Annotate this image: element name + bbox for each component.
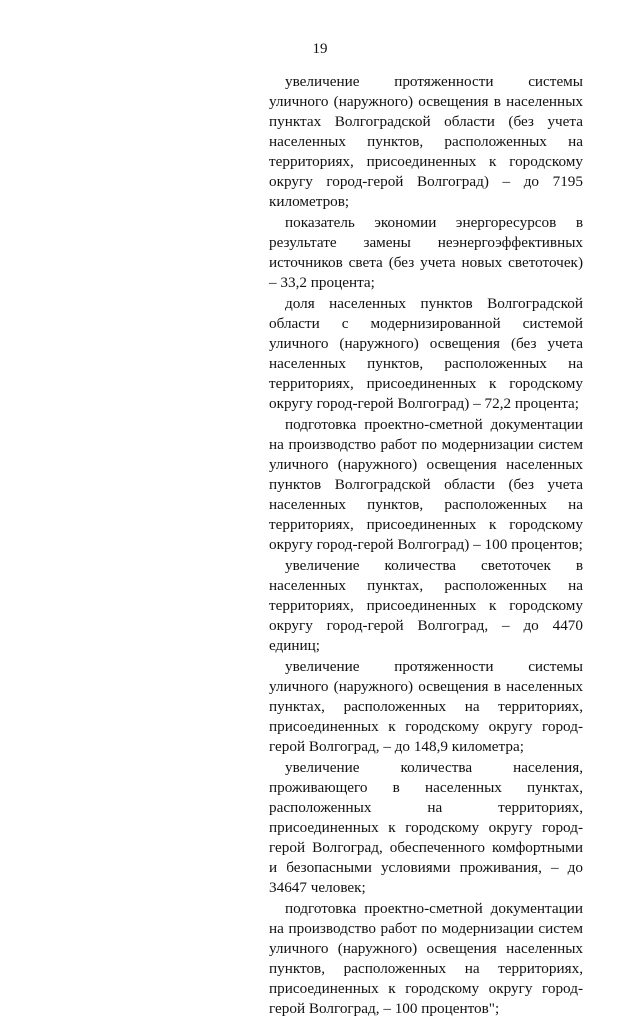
- paragraph-light-points-increase: увеличение количества светоточек в населенных пунктах, расположенных на территориях, присоединенных к городскому округу город-герой Волгоград, – до 4470 единиц;: [269, 557, 583, 654]
- paragraph-street-lighting-length-volgograd: увеличение протяженности системы уличного (наружного) освещения в населенных пунктах, расположенных на территориях, присоединенных к городскому округу город-герой Волгоград, – до 148,9 километра;: [269, 658, 583, 755]
- paragraph-street-lighting-length-region: увеличение протяженности системы уличного (наружного) освещения в населенных пунктах Волгоградской области (без учета населенных пунктов, расположенных на территориях, присоединенных к городскому округу город-герой Волгоград) – до 7195 километров;: [269, 73, 583, 210]
- paragraph-modernized-settlements-share: доля населенных пунктов Волгоградской области с модернизированной системой уличного (наружного) освещения (без учета населенных пунктов, расположенных на территориях, присоединенных к городскому округу город-герой Волгоград) – 72,2 процента;: [269, 295, 583, 412]
- paragraph-population-comfortable-conditions: увеличение количества населения, проживающего в населенных пунктах, расположенных на территориях, присоединенных к городскому округу город-герой Волгоград, обеспеченного комфортными и безопасными условиями проживания, – до 34647 человек;: [269, 759, 583, 896]
- paragraph-energy-savings: показатель экономии энергоресурсов в результате замены неэнергоэффективных источников света (без учета новых светоточек) – 33,2 процента;: [269, 214, 583, 291]
- document-body: [269, 72, 583, 1019]
- paragraph-design-documentation-region: подготовка проектно-сметной документации на производство работ по модернизации систем уличного (наружного) освещения населенных пунктов Волгоградской области (без учета населенных пунктов, расположенных на территориях, присоединенных к городскому округу город-герой Волгоград) – 100 процентов;: [269, 416, 583, 553]
- page-number: 19: [312, 41, 328, 57]
- paragraph-design-documentation-volgograd: подготовка проектно-сметной документации на производство работ по модернизации систем уличного (наружного) освещения населенных пунктов, расположенных на территориях, присоединенных к городскому округу город-герой Волгоград, – 100 процентов";: [269, 900, 583, 1017]
